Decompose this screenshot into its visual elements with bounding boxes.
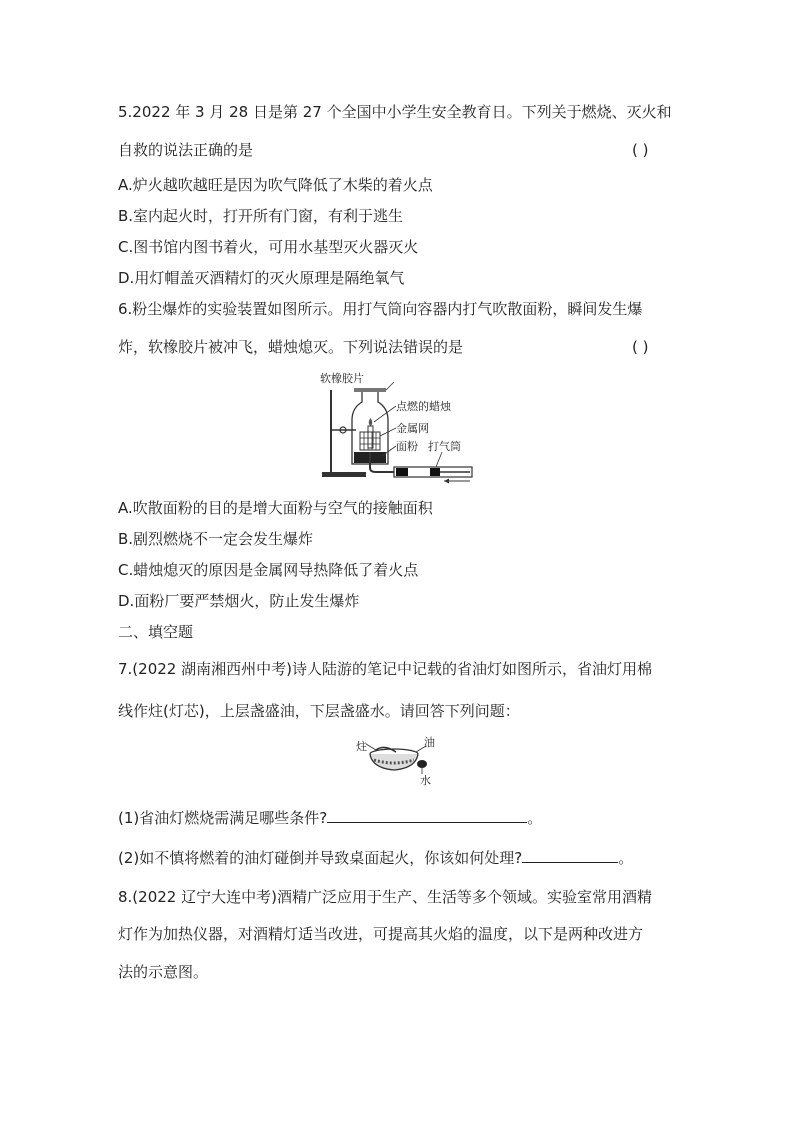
- q6-answer-paren: ( ): [632, 338, 649, 356]
- label-flour: 面粉: [396, 440, 418, 453]
- q7-sub1: [118, 806, 542, 828]
- q5-option-a: A.炉火越吹越旺是因为吹气降低了木柴的着火点: [118, 176, 433, 194]
- q6-option-d: D.面粉厂要严禁烟火，防止发生爆炸: [118, 592, 360, 610]
- q5-option-c: C.图书馆内图书着火，可用水基型灭火器灭火: [118, 238, 419, 256]
- label-water: 水: [420, 774, 431, 786]
- q8-line1: 8.(2022 辽宁大连中考)酒精广泛应用于生产、生活等多个领域。实验室常用酒精: [118, 888, 652, 906]
- water-spout: [417, 760, 427, 768]
- label-air-pump: 打气筒: [428, 440, 461, 453]
- q8-line3: 法的示意图。: [118, 963, 209, 981]
- q6-option-b: B.剧烈燃烧不一定会发生爆炸: [118, 530, 314, 548]
- section-title-fill-in: 二、填空题: [118, 623, 194, 641]
- stand-base: [322, 472, 366, 477]
- q5-stem-line1: 5.2022 年 3 月 28 日是第 27 个全国中小学生安全教育日。下列关于燃烧、灭火和: [118, 103, 672, 121]
- q6-stem-line1: 6.粉尘爆炸的实验装置如图所示。用打气筒向容器内打气吹散面粉，瞬间发生爆: [118, 300, 643, 318]
- q7-sub2-text: (2)如不慎将燃着的油灯碰倒并导致桌面起火，你该如何处理?: [118, 849, 523, 867]
- label-wick: 炷: [356, 740, 367, 753]
- q7-sub2: [118, 846, 633, 868]
- oil-saving-lamp-figure: [356, 734, 438, 786]
- label-oil: 油: [424, 736, 435, 749]
- q5-option-b: B.室内起火时，打开所有门窗，有利于逃生: [118, 207, 404, 225]
- apparatus-diagram: [318, 372, 478, 484]
- label-metal-mesh: 金属网: [396, 422, 429, 435]
- q7-stem-line2: 线作炷(灯芯)，上层盏盛油，下层盏盛水。请回答下列问题：: [118, 702, 520, 720]
- q6-stem-line2: 炸，软橡胶片被冲飞，蜡烛熄灭。下列说法错误的是: [118, 338, 464, 356]
- q7-sub1-answer-blank[interactable]: [327, 806, 527, 823]
- q6-option-a: A.吹散面粉的目的是增大面粉与空气的接触面积: [118, 499, 433, 517]
- q7-sub2-end: 。: [618, 849, 634, 867]
- q5-option-d: D.用灯帽盖灭酒精灯的灭火原理是隔绝氧气: [118, 269, 405, 287]
- q7-sub1-text: (1)省油灯燃烧需满足哪些条件?: [118, 809, 328, 827]
- q6-option-c: C.蜡烛熄灭的原因是金属网导热降低了着火点: [118, 561, 419, 579]
- label-rubber-sheet: 软橡胶片: [320, 372, 364, 385]
- pump-valve: [396, 468, 408, 476]
- rubber-sheet: [354, 388, 386, 392]
- q5-answer-paren: ( ): [632, 141, 649, 159]
- q7-sub1-end: 。: [527, 809, 543, 827]
- q5-stem-line2: 自救的说法正确的是: [118, 141, 254, 159]
- oil-lamp-diagram: [356, 734, 438, 786]
- q7-sub2-answer-blank[interactable]: [522, 846, 618, 863]
- pump-piston: [430, 468, 440, 476]
- candle-flame: [369, 418, 373, 426]
- label-candle: 点燃的蜡烛: [396, 400, 451, 413]
- dust-explosion-apparatus-figure: [318, 372, 478, 484]
- q8-line2: 灯作为加热仪器，对酒精灯适当改进，可提高其火焰的温度，以下是两种改进方: [118, 925, 644, 943]
- q7-stem-line1: 7.(2022 湖南湘西州中考)诗人陆游的笔记中记载的省油灯如图所示，省油灯用棉: [118, 660, 652, 678]
